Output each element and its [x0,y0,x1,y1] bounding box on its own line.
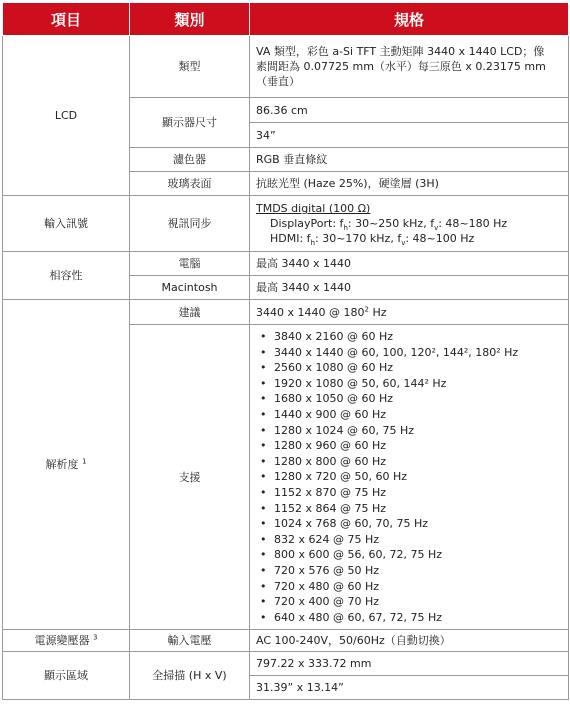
lcd-type-value: VA 類型，彩色 a-Si TFT 主動矩陣 3440 x 1440 LCD；像 素間距為 0.07725 mm（水平）每三原色 x 0.23175 mm （垂直） [250,36,569,98]
table-row [3,196,569,252]
display-area-scan-label: 全掃描 (H x V) [130,652,250,700]
list-item: • 3440 x 1440 @ 60, 100, 120², 144², 180² Hz [260,345,562,361]
lcd-type-label: 類型 [130,36,250,98]
table-row [3,652,569,676]
compat-mac-label: Macintosh [130,276,250,300]
input-sync-value [250,196,569,252]
compat-mac-value: 最高 3440 x 1440 [250,276,569,300]
list-item: • 1280 x 720 @ 50, 60 Hz [260,469,562,485]
list-item: • 1440 x 900 @ 60 Hz [260,407,562,423]
display-area-label: 顯示區域 [3,652,130,700]
lcd-filter-value: RGB 垂直條紋 [250,148,569,172]
header-category: 類別 [130,3,250,36]
lcd-label: LCD [3,36,130,196]
supported-resolution-list [256,329,562,625]
list-item: • 800 x 600 @ 56, 60, 72, 75 Hz [260,547,562,563]
list-item: • 1152 x 870 @ 75 Hz [260,485,562,501]
power-voltage-label: 輸入電壓 [130,630,250,652]
list-item: • 1920 x 1080 @ 50, 60, 144² Hz [260,376,562,392]
table-row [3,36,569,98]
list-item: • 1280 x 800 @ 60 Hz [260,454,562,470]
header-spec: 規格 [250,3,569,36]
header-item: 項目 [3,3,130,36]
tmds-title: TMDS digital (100 Ω) [256,202,371,215]
resolution-supported-value [250,325,569,630]
list-item: • 1152 x 864 @ 75 Hz [260,501,562,517]
resolution-recommended-label: 建議 [130,300,250,325]
table-row [3,300,569,325]
lcd-size-in: 34” [250,123,569,148]
list-item: • 1024 x 768 @ 60, 70, 75 Hz [260,516,562,532]
list-item: • 720 x 400 @ 70 Hz [260,594,562,610]
lcd-size-cm: 86.36 cm [250,98,569,123]
list-item: • 1680 x 1050 @ 60 Hz [260,391,562,407]
list-item: • 720 x 576 @ 50 Hz [260,563,562,579]
resolution-label: 解析度 $^1$ [3,300,130,630]
power-voltage-value: AC 100-240V，50/60Hz（自動切換） [250,630,569,652]
list-item: • 3840 x 2160 @ 60 Hz [260,329,562,345]
resolution-recommended-value: 3440 x 1440 @ $180^2$ Hz [250,300,569,325]
display-area-mm: 797.22 x 333.72 mm [250,652,569,676]
resolution-supported-label: 支援 [130,325,250,630]
table-row [3,252,569,276]
list-item: • 1280 x 1024 @ 60, 75 Hz [260,423,562,439]
hdmi-timing: HDMI: $f_h$: 30~170 kHz, $f_v$: 48~100 Hz [270,232,475,248]
list-item: • 720 x 480 @ 60 Hz [260,579,562,595]
list-item: • 1280 x 960 @ 60 Hz [260,438,562,454]
displayport-timing: DisplayPort: $f_h$: 30~250 kHz, $f_v$: 48~180 Hz [270,217,508,233]
list-item: • 2560 x 1080 @ 60 Hz [260,360,562,376]
list-item: • 832 x 624 @ 75 Hz [260,532,562,548]
input-label: 輸入訊號 [3,196,130,252]
list-item: • 640 x 480 @ 60, 67, 72, 75 Hz [260,610,562,626]
compat-label: 相容性 [3,252,130,300]
power-label: 電源變壓器 $^3$ [3,630,130,652]
input-sync-label: 視訊同步 [130,196,250,252]
display-area-in: 31.39” x 13.14” [250,676,569,700]
lcd-glass-label: 玻璃表面 [130,172,250,196]
compat-pc-value: 最高 3440 x 1440 [250,252,569,276]
lcd-filter-label: 濾色器 [130,148,250,172]
table-header-row [3,3,569,36]
spec-table [2,2,569,700]
lcd-size-label: 顯示器尺寸 [130,98,250,148]
lcd-glass-value: 抗眩光型 (Haze 25%)，硬塗層 (3H) [250,172,569,196]
compat-pc-label: 電腦 [130,252,250,276]
table-row [3,630,569,652]
